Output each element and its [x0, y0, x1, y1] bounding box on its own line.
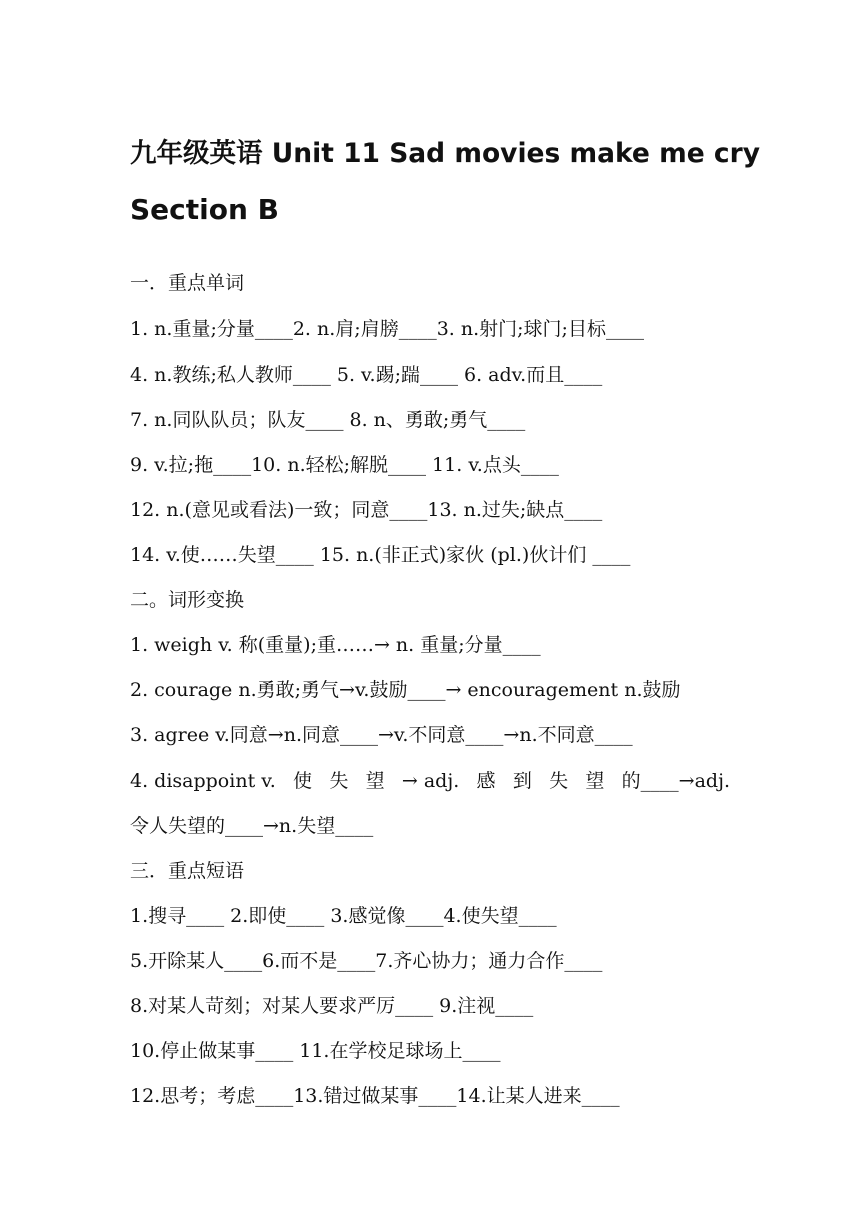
document-title-line-2: Section B: [130, 193, 279, 226]
justified-word: 到: [512, 770, 532, 792]
section-heading-key-words: 一．重点单词: [130, 272, 245, 294]
exercise-line-justified: [130, 772, 730, 791]
exercise-line: 1.搜寻____ 2.即使____ 3.感觉像____4.使失望____: [130, 905, 557, 927]
exercise-line: 令人失望的____→n.失望____: [130, 815, 374, 837]
section-heading-key-phrases: 三．重点短语: [130, 860, 245, 882]
exercise-line: 12.思考；考虑____13.错过做某事____14.让某人进来____: [130, 1085, 620, 1107]
justified-word: 失: [549, 770, 569, 792]
exercise-line: 8.对某人苛刻；对某人要求严厉____ 9.注视____: [130, 995, 534, 1017]
justified-word: 4. disappoint v.: [130, 770, 276, 792]
justified-word: 的____→adj.: [621, 770, 730, 792]
justified-word: 失: [329, 770, 349, 792]
justified-word: → adj.: [401, 770, 460, 792]
justified-word: 望: [585, 770, 605, 792]
exercise-line: 2. courage n.勇敢;勇气→v.鼓励____→ encouragement n.鼓励: [130, 679, 681, 701]
exercise-line: 3. agree v.同意→n.同意____→v.不同意____→n.不同意____: [130, 724, 633, 746]
exercise-line: 7. n.同队队员；队友____ 8. n、勇敢;勇气____: [130, 409, 526, 431]
exercise-line: 5.开除某人____6.而不是____7.齐心协力；通力合作____: [130, 950, 603, 972]
exercise-line: 9. v.拉;拖____10. n.轻松;解脱____ 11. v.点头____: [130, 454, 559, 476]
exercise-line: 10.停止做某事____ 11.在学校足球场上____: [130, 1040, 501, 1062]
justified-word: 望: [365, 770, 385, 792]
justified-word: 使: [293, 770, 313, 792]
exercise-line: 12. n.(意见或看法)一致；同意____13. n.过失;缺点____: [130, 499, 603, 521]
justified-word: 感: [476, 770, 496, 792]
exercise-line: 1. weigh v. 称(重量);重……→ n. 重量;分量____: [130, 634, 541, 656]
exercise-line: 4. n.教练;私人教师____ 5. v.踢;踹____ 6. adv.而且____: [130, 364, 603, 386]
document-title-line-1: 九年级英语 Unit 11 Sad movies make me cry: [130, 138, 760, 169]
section-heading-word-forms: 二。词形变换: [130, 589, 245, 611]
exercise-line: 1. n.重量;分量____2. n.肩;肩膀____3. n.射门;球门;目标____: [130, 318, 644, 340]
exercise-line: 14. v.使……失望____ 15. n.(非正式)家伙 (pl.)伙计们 ____: [130, 544, 631, 566]
